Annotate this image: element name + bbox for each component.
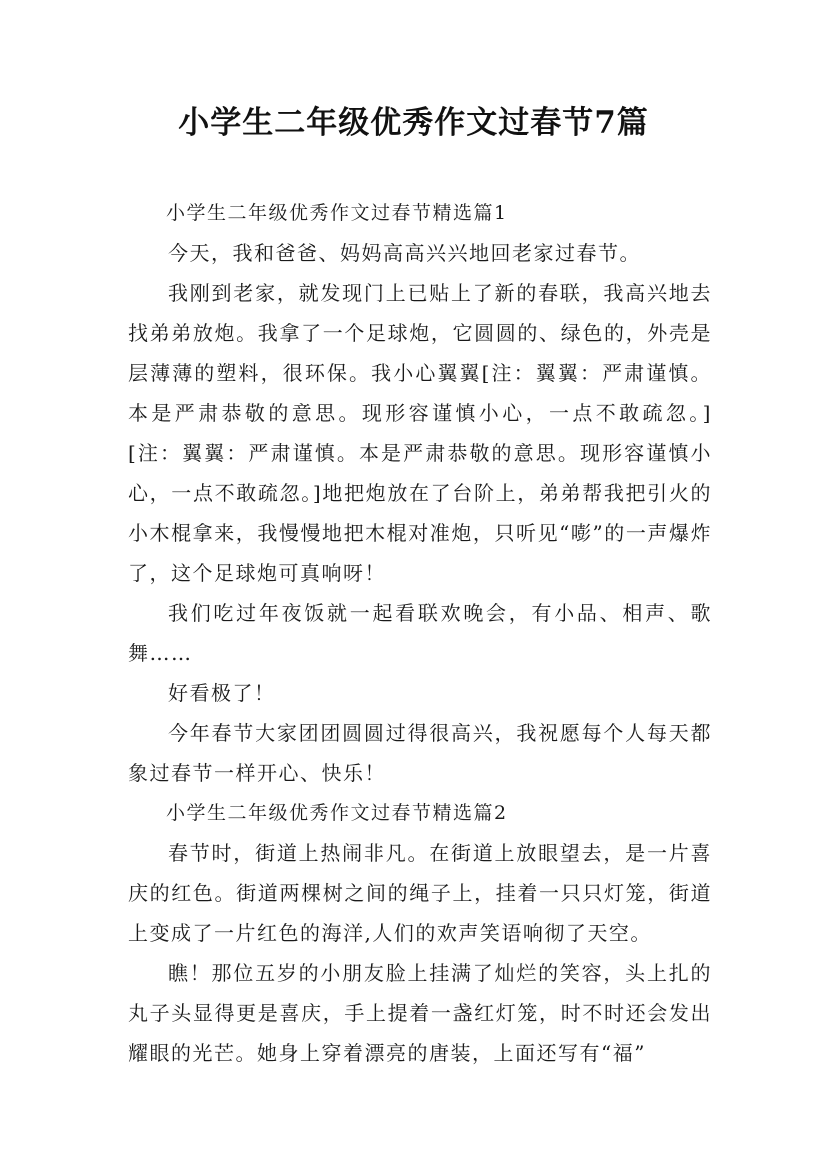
section-heading: 小学生二年级优秀作文过春节精选篇1 xyxy=(166,202,508,224)
document-title: 小学生二年级优秀作文过春节7篇 xyxy=(178,105,649,141)
paragraph: 我们吃过年夜饭就一起看联欢晚会，有小品、相声、歌舞…… xyxy=(128,601,712,665)
paragraph: 今年春节大家团团圆圆过得很高兴，我祝愿每个人每天都象过春节一样开心、快乐！ xyxy=(128,721,712,785)
paragraph: 今天，我和爸爸、妈妈高高兴兴地回老家过春节。 xyxy=(168,241,641,265)
paragraph: 春节时，街道上热闹非凡。在街道上放眼望去，是一片喜庆的红色。街道两棵树之间的绳子上，挂着一只只灯笼，街道上变成了一片红色的海洋,人们的欢声笑语响彻了天空。 xyxy=(128,841,712,945)
document-body xyxy=(128,193,712,1073)
section-heading: 小学生二年级优秀作文过春节精选篇2 xyxy=(166,802,508,824)
paragraph: 瞧！那位五岁的小朋友脸上挂满了灿烂的笑容，头上扎的丸子头显得更是喜庆，手上提着一盏红灯笼，时不时还会发出耀眼的光芒。她身上穿着漂亮的唐装，上面还写有“福” xyxy=(128,961,712,1065)
paragraph: 我刚到老家，就发现门上已贴上了新的春联，我高兴地去找弟弟放炮。我拿了一个足球炮，它圆圆的、绿色的，外壳是层薄薄的塑料，很环保。我小心翼翼[注：翼翼：严肃谨慎。本是严肃恭敬的意思。现形容谨慎小心，一点不敢疏忽。][注：翼翼：严肃谨慎。本是严肃恭敬的意思。现形容谨慎小心，一点不敢疏忽。]地把炮放在了台阶上，弟弟帮我把引火的小木棍拿来，我慢慢地把木棍对准炮，只听见“嘭”的一声爆炸了，这个足球炮可真响呀！ xyxy=(128,281,712,585)
paragraph: 好看极了！ xyxy=(168,681,276,705)
